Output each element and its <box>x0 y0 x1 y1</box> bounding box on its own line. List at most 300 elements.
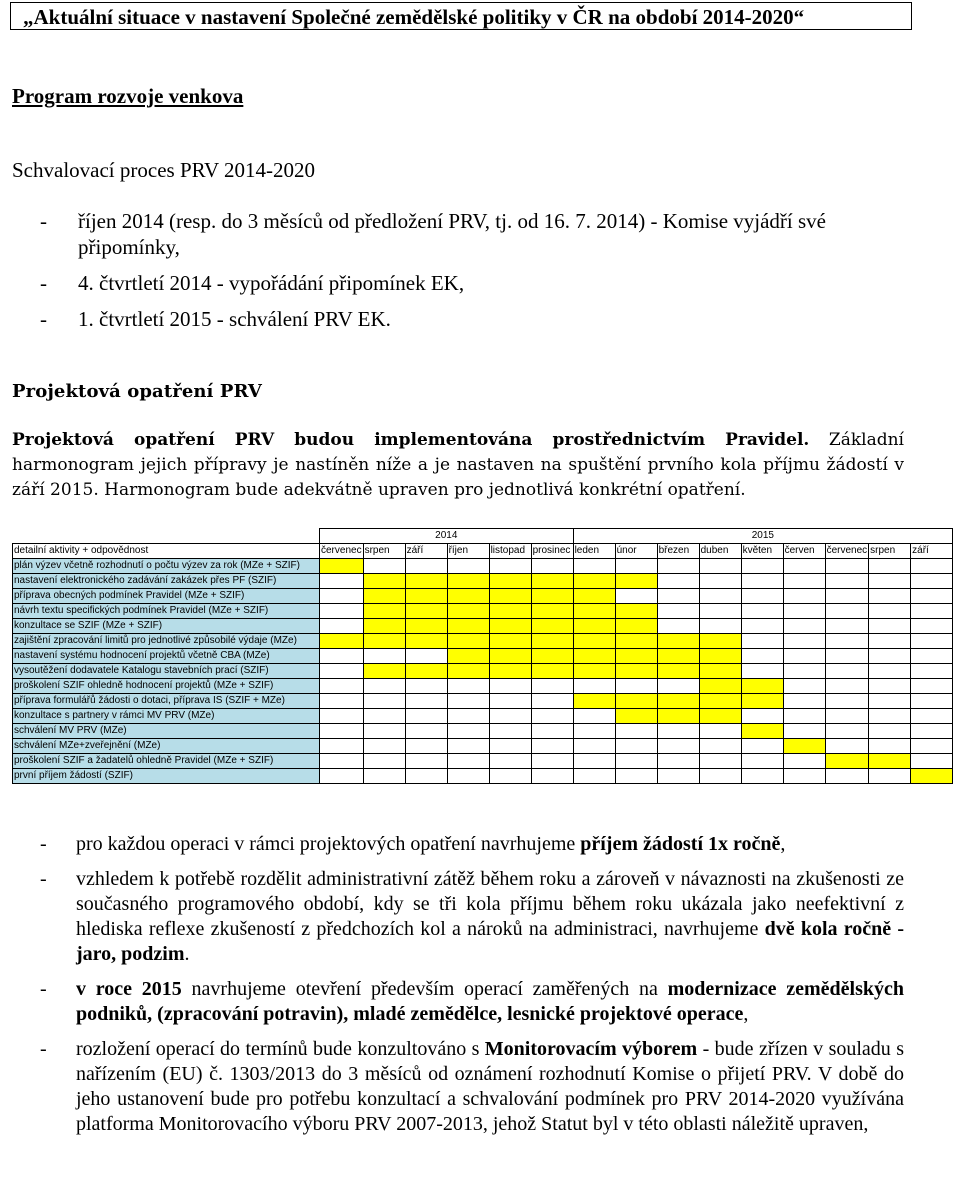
month-header: listopad <box>489 544 531 559</box>
gantt-cell-active <box>447 574 489 589</box>
gantt-cell-empty <box>911 709 953 724</box>
gantt-cell-active <box>699 664 741 679</box>
gantt-cell-active <box>363 664 405 679</box>
gantt-cell-empty <box>615 724 657 739</box>
gantt-cell-empty <box>869 739 911 754</box>
gantt-cell-active <box>531 589 573 604</box>
gantt-cell-active <box>405 574 447 589</box>
gantt-cell-empty <box>573 559 615 574</box>
dash-marker: - <box>40 209 47 233</box>
gantt-cell-active <box>405 589 447 604</box>
gantt-cell-empty <box>783 679 825 694</box>
gantt-cell-empty <box>531 739 573 754</box>
proposal-emphasis: v roce 2015 <box>76 978 182 1000</box>
gantt-cell-empty <box>911 739 953 754</box>
section-heading: Projektová opatření PRV <box>12 381 262 402</box>
gantt-cell-active <box>741 724 783 739</box>
gantt-cell-empty <box>825 769 869 784</box>
gantt-cell-empty <box>911 754 953 769</box>
gantt-cell-empty <box>405 694 447 709</box>
gantt-activity-row <box>13 709 953 724</box>
gantt-cell-empty <box>489 754 531 769</box>
gantt-cell-empty <box>699 724 741 739</box>
dash-marker: - <box>40 271 47 295</box>
month-header: červen <box>783 544 825 559</box>
gantt-cell-empty <box>699 604 741 619</box>
gantt-cell-active <box>447 664 489 679</box>
month-header: duben <box>699 544 741 559</box>
gantt-cell-empty <box>869 649 911 664</box>
gantt-cell-active <box>489 649 531 664</box>
gantt-cell-empty <box>911 574 953 589</box>
gantt-cell-active <box>447 604 489 619</box>
gantt-cell-empty <box>447 739 489 754</box>
gantt-cell-empty <box>741 574 783 589</box>
gantt-cell-empty <box>320 664 364 679</box>
gantt-cell-empty <box>911 634 953 649</box>
gantt-cell-empty <box>911 589 953 604</box>
gantt-cell-empty <box>825 634 869 649</box>
year-2015-header: 2015 <box>573 529 953 544</box>
gantt-cell-empty <box>911 604 953 619</box>
activity-column-header: detailní aktivity + odpovědnost <box>13 544 320 559</box>
gantt-cell-active <box>405 634 447 649</box>
proposal-text: - bude zřízen v souladu s nařízením (EU) č. 1303/2013 do 3 měsíců od oznámení rozhodnutí Komise o přijetí PRV. V době do jeho ustanovení bude pro potřebu konzultací a schvalování podmínek pro PRV 2014-2020 využívána platforma Monitorovacího výboru PRV 2007-2013, jehož Statut byl v této oblasti náležitě upraven, <box>76 1038 904 1135</box>
gantt-cell-active <box>615 694 657 709</box>
gantt-cell-empty <box>657 769 699 784</box>
gantt-cell-active <box>320 559 364 574</box>
gantt-cell-empty <box>363 559 405 574</box>
gantt-cell-empty <box>911 694 953 709</box>
month-header: březen <box>657 544 699 559</box>
gantt-cell-empty <box>699 769 741 784</box>
gantt-cell-empty <box>783 724 825 739</box>
gantt-cell-empty <box>869 664 911 679</box>
gantt-cell-empty <box>741 604 783 619</box>
gantt-cell-empty <box>783 559 825 574</box>
gantt-activity-row <box>13 724 953 739</box>
gantt-cell-empty <box>363 769 405 784</box>
process-item-text: 1. čtvrtletí 2015 - schválení PRV EK. <box>78 307 391 331</box>
gantt-cell-empty <box>447 679 489 694</box>
gantt-cell-active <box>405 664 447 679</box>
gantt-cell-active <box>531 649 573 664</box>
proposal-emphasis: Monitorovacím výborem <box>484 1038 698 1060</box>
gantt-cell-empty <box>320 604 364 619</box>
gantt-cell-empty <box>320 679 364 694</box>
gantt-cell-active <box>447 649 489 664</box>
gantt-activity-row <box>13 754 953 769</box>
gantt-cell-empty <box>320 754 364 769</box>
gantt-cell-empty <box>825 709 869 724</box>
gantt-cell-active <box>615 574 657 589</box>
gantt-cell-active <box>489 589 531 604</box>
gantt-cell-empty <box>320 709 364 724</box>
gantt-cell-active <box>615 664 657 679</box>
gantt-cell-empty <box>825 679 869 694</box>
gantt-cell-active <box>657 649 699 664</box>
gantt-cell-empty <box>783 574 825 589</box>
gantt-corner <box>13 529 320 544</box>
proposal-item <box>12 977 904 1027</box>
activity-label: schválení MZe+zveřejnění (MZe) <box>13 739 320 754</box>
gantt-cell-empty <box>573 754 615 769</box>
gantt-cell-empty <box>741 754 783 769</box>
gantt-cell-empty <box>615 739 657 754</box>
gantt-cell-empty <box>825 694 869 709</box>
gantt-cell-empty <box>531 679 573 694</box>
gantt-cell-active <box>573 649 615 664</box>
gantt-cell-empty <box>405 559 447 574</box>
gantt-cell-empty <box>911 679 953 694</box>
gantt-cell-empty <box>869 574 911 589</box>
gantt-cell-empty <box>405 739 447 754</box>
activity-label: příprava obecných podmínek Pravidel (MZe + SZIF) <box>13 589 320 604</box>
gantt-cell-active <box>405 604 447 619</box>
gantt-cell-empty <box>447 559 489 574</box>
gantt-activity-row <box>13 619 953 634</box>
process-item <box>12 270 912 296</box>
activity-label: proškolení SZIF ohledně hodnocení projektů (MZe + SZIF) <box>13 679 320 694</box>
gantt-activity-row <box>13 694 953 709</box>
gantt-cell-active <box>489 604 531 619</box>
gantt-cell-empty <box>783 709 825 724</box>
gantt-cell-empty <box>320 769 364 784</box>
gantt-cell-empty <box>363 649 405 664</box>
gantt-cell-empty <box>657 619 699 634</box>
gantt-cell-active <box>615 604 657 619</box>
gantt-cell-empty <box>869 709 911 724</box>
gantt-cell-empty <box>489 739 531 754</box>
dash-marker: - <box>40 978 47 1000</box>
gantt-cell-empty <box>825 574 869 589</box>
gantt-cell-empty <box>405 724 447 739</box>
gantt-cell-active <box>531 604 573 619</box>
month-header: srpen <box>869 544 911 559</box>
gantt-cell-empty <box>783 604 825 619</box>
program-heading: Program rozvoje venkova <box>12 84 244 108</box>
gantt-cell-empty <box>363 694 405 709</box>
gantt-cell-active <box>615 634 657 649</box>
gantt-cell-active <box>405 619 447 634</box>
gantt-cell-empty <box>615 769 657 784</box>
gantt-cell-active <box>489 574 531 589</box>
gantt-cell-empty <box>911 619 953 634</box>
gantt-cell-empty <box>741 769 783 784</box>
gantt-cell-empty <box>741 589 783 604</box>
gantt-cell-active <box>573 619 615 634</box>
gantt-cell-active <box>615 619 657 634</box>
proposal-list <box>12 832 904 1147</box>
proposal-emphasis: dvě kola ročně - jaro, podzim <box>76 918 904 965</box>
month-header: říjen <box>447 544 489 559</box>
gantt-cell-empty <box>573 769 615 784</box>
gantt-cell-empty <box>825 604 869 619</box>
gantt-cell-empty <box>825 649 869 664</box>
gantt-cell-empty <box>320 739 364 754</box>
gantt-cell-active <box>489 664 531 679</box>
gantt-cell-empty <box>573 709 615 724</box>
gantt-cell-empty <box>405 754 447 769</box>
gantt-cell-active <box>573 589 615 604</box>
dash-marker: - <box>40 1038 47 1060</box>
gantt-cell-empty <box>363 754 405 769</box>
gantt-cell-active <box>447 619 489 634</box>
gantt-cell-empty <box>447 709 489 724</box>
activity-label: plán výzev včetně rozhodnutí o počtu výzev za rok (MZe + SZIF) <box>13 559 320 574</box>
gantt-cell-empty <box>741 709 783 724</box>
gantt-cell-empty <box>825 619 869 634</box>
gantt-cell-empty <box>573 739 615 754</box>
gantt-cell-active <box>741 679 783 694</box>
gantt-cell-empty <box>615 754 657 769</box>
gantt-cell-empty <box>573 679 615 694</box>
gantt-cell-empty <box>741 634 783 649</box>
process-item-text: 4. čtvrtletí 2014 - vypořádání připomínek EK, <box>78 271 465 295</box>
gantt-activity-row <box>13 604 953 619</box>
gantt-cell-empty <box>657 739 699 754</box>
proposal-text: , <box>780 833 786 855</box>
gantt-cell-active <box>320 634 364 649</box>
gantt-cell-empty <box>825 724 869 739</box>
gantt-cell-empty <box>783 649 825 664</box>
gantt-cell-empty <box>531 769 573 784</box>
gantt-cell-empty <box>699 589 741 604</box>
gantt-cell-empty <box>363 709 405 724</box>
gantt-cell-active <box>363 634 405 649</box>
gantt-cell-empty <box>783 619 825 634</box>
gantt-cell-empty <box>741 559 783 574</box>
gantt-cell-active <box>447 634 489 649</box>
gantt-cell-empty <box>320 619 364 634</box>
dash-marker: - <box>40 307 47 331</box>
gantt-cell-empty <box>741 649 783 664</box>
document-title: „Aktuální situace v nastavení Společné zemědělské politiky v ČR na období 2014-2020“ <box>10 2 912 30</box>
gantt-cell-active <box>615 709 657 724</box>
gantt-cell-active <box>699 694 741 709</box>
gantt-cell-empty <box>699 619 741 634</box>
gantt-cell-active <box>531 664 573 679</box>
gantt-cell-empty <box>320 649 364 664</box>
activity-label: první příjem žádostí (SZIF) <box>13 769 320 784</box>
intro-paragraph-bold: Projektová opatření PRV budou implementována prostřednictvím Pravidel. <box>12 430 810 450</box>
gantt-activity-row <box>13 769 953 784</box>
gantt-cell-active <box>573 694 615 709</box>
gantt-cell-empty <box>447 694 489 709</box>
gantt-cell-empty <box>825 664 869 679</box>
gantt-cell-empty <box>869 769 911 784</box>
gantt-cell-empty <box>783 754 825 769</box>
activity-label: schválení MV PRV (MZe) <box>13 724 320 739</box>
gantt-cell-empty <box>741 619 783 634</box>
gantt-cell-active <box>657 664 699 679</box>
gantt-year-row <box>13 529 953 544</box>
gantt-cell-active <box>573 634 615 649</box>
gantt-cell-empty <box>869 724 911 739</box>
month-header: červenec <box>320 544 364 559</box>
proposal-text: vzhledem k potřebě rozdělit administrativní zátěž během roku a zároveň v návaznosti na zkušenosti ze současného programového období, kdy se tři kola příjmu během roku ukázala jako neefektivní z hlediska reflexe zkušeností z předchozích kol a nároků na administraci, navrhujeme <box>76 868 904 940</box>
month-header: únor <box>615 544 657 559</box>
gantt-cell-empty <box>657 724 699 739</box>
gantt-cell-empty <box>869 619 911 634</box>
gantt-cell-empty <box>531 724 573 739</box>
activity-label: proškolení SZIF a žadatelů ohledně Pravidel (MZe + SZIF) <box>13 754 320 769</box>
proposal-text: pro každou operaci v rámci projektových opatření navrhujeme <box>76 833 581 855</box>
proposal-item <box>12 1037 904 1137</box>
gantt-activity-row <box>13 739 953 754</box>
gantt-cell-empty <box>783 664 825 679</box>
process-heading: Schvalovací proces PRV 2014-2020 <box>12 158 315 182</box>
gantt-cell-empty <box>615 559 657 574</box>
gantt-cell-empty <box>489 709 531 724</box>
gantt-cell-empty <box>657 559 699 574</box>
dash-marker: - <box>40 868 47 890</box>
gantt-cell-empty <box>911 664 953 679</box>
gantt-cell-empty <box>320 724 364 739</box>
gantt-cell-active <box>615 649 657 664</box>
gantt-cell-empty <box>869 589 911 604</box>
intro-paragraph <box>12 428 904 503</box>
proposal-emphasis: příjem žádostí 1x ročně <box>580 833 781 855</box>
gantt-cell-empty <box>615 679 657 694</box>
activity-label: příprava formulářů žádosti o dotaci, příprava IS (SZIF + MZe) <box>13 694 320 709</box>
gantt-cell-empty <box>699 559 741 574</box>
gantt-cell-active <box>489 634 531 649</box>
gantt-cell-empty <box>363 739 405 754</box>
gantt-cell-empty <box>783 694 825 709</box>
gantt-cell-empty <box>405 679 447 694</box>
gantt-activity-row <box>13 574 953 589</box>
month-header: srpen <box>363 544 405 559</box>
proposal-item <box>12 832 904 857</box>
gantt-cell-empty <box>447 769 489 784</box>
proposal-text: rozložení operací do termínů bude konzultováno s <box>76 1038 485 1060</box>
gantt-table <box>12 528 953 784</box>
gantt-cell-empty <box>869 679 911 694</box>
process-item <box>12 208 912 260</box>
activity-label: vysoutěžení dodavatele Katalogu stavebních prací (SZIF) <box>13 664 320 679</box>
gantt-cell-empty <box>447 724 489 739</box>
gantt-cell-empty <box>531 709 573 724</box>
gantt-cell-empty <box>531 559 573 574</box>
gantt-cell-empty <box>783 769 825 784</box>
gantt-activity-row <box>13 649 953 664</box>
gantt-cell-empty <box>869 634 911 649</box>
gantt-cell-empty <box>741 739 783 754</box>
gantt-cell-active <box>363 619 405 634</box>
gantt-cell-empty <box>699 754 741 769</box>
gantt-cell-empty <box>405 649 447 664</box>
gantt-cell-active <box>699 649 741 664</box>
proposal-emphasis: modernizace zemědělských podniků, (zpracování potravin), mladé zemědělce, lesnické projektové operace <box>76 978 904 1025</box>
process-list <box>12 208 912 342</box>
activity-label: nastavení systému hodnocení projektů včetně CBA (MZe) <box>13 649 320 664</box>
month-header: leden <box>573 544 615 559</box>
gantt-cell-active <box>573 604 615 619</box>
process-item <box>12 306 912 332</box>
gantt-cell-empty <box>825 739 869 754</box>
year-2014-header: 2014 <box>320 529 574 544</box>
gantt-cell-active <box>783 739 825 754</box>
gantt-cell-empty <box>320 694 364 709</box>
gantt-cell-empty <box>783 634 825 649</box>
gantt-cell-empty <box>615 589 657 604</box>
gantt-cell-empty <box>363 679 405 694</box>
gantt-cell-empty <box>531 694 573 709</box>
gantt-cell-empty <box>825 559 869 574</box>
gantt-cell-empty <box>405 769 447 784</box>
activity-label: konzultace se SZIF (MZe + SZIF) <box>13 619 320 634</box>
gantt-cell-empty <box>447 754 489 769</box>
gantt-cell-empty <box>911 724 953 739</box>
gantt-cell-empty <box>699 574 741 589</box>
intro-paragraph-text: Základní harmonogram jejich přípravy je nastíněn níže a je nastaven na spuštění prvního kola příjmu žádostí v září 2015. Harmonogram bude adekvátně upraven pro jednotlivá konkrétní opatření. <box>12 430 904 500</box>
gantt-cell-empty <box>489 679 531 694</box>
gantt-cell-active <box>573 664 615 679</box>
proposal-text: . <box>184 943 190 965</box>
gantt-cell-empty <box>573 724 615 739</box>
gantt-cell-active <box>447 589 489 604</box>
gantt-cell-active <box>911 769 953 784</box>
gantt-cell-empty <box>489 769 531 784</box>
gantt-cell-empty <box>869 604 911 619</box>
month-header: září <box>405 544 447 559</box>
gantt-month-row <box>13 544 953 559</box>
gantt-cell-active <box>531 619 573 634</box>
gantt-cell-active <box>489 619 531 634</box>
gantt-activity-row <box>13 679 953 694</box>
gantt-cell-active <box>657 634 699 649</box>
gantt-cell-active <box>363 589 405 604</box>
gantt-cell-active <box>657 709 699 724</box>
gantt-cell-empty <box>657 754 699 769</box>
gantt-cell-active <box>573 574 615 589</box>
gantt-cell-empty <box>489 694 531 709</box>
gantt-cell-active <box>699 634 741 649</box>
gantt-cell-empty <box>911 649 953 664</box>
month-header: září <box>911 544 953 559</box>
proposal-text: , <box>743 1003 749 1025</box>
gantt-cell-empty <box>741 664 783 679</box>
activity-label: zajištění zpracování limitů pro jednotlivé způsobilé výdaje (MZe) <box>13 634 320 649</box>
gantt-cell-active <box>531 634 573 649</box>
gantt-cell-active <box>869 754 911 769</box>
gantt-cell-active <box>699 709 741 724</box>
gantt-cell-empty <box>699 739 741 754</box>
gantt-cell-active <box>699 679 741 694</box>
gantt-cell-empty <box>657 604 699 619</box>
gantt-cell-empty <box>320 574 364 589</box>
gantt-cell-active <box>741 694 783 709</box>
gantt-cell-empty <box>657 574 699 589</box>
month-header: červenec <box>825 544 869 559</box>
gantt-cell-empty <box>869 559 911 574</box>
gantt-cell-active <box>363 604 405 619</box>
gantt-cell-empty <box>531 754 573 769</box>
gantt-activity-row <box>13 664 953 679</box>
month-header: květen <box>741 544 783 559</box>
gantt-activity-row <box>13 559 953 574</box>
gantt-cell-active <box>363 574 405 589</box>
process-item-text: říjen 2014 (resp. do 3 měsíců od předložení PRV, tj. od 16. 7. 2014) - Komise vyjádří své připomínky, <box>78 209 826 259</box>
gantt-cell-empty <box>320 589 364 604</box>
dash-marker: - <box>40 833 47 855</box>
gantt-cell-empty <box>911 559 953 574</box>
gantt-cell-empty <box>869 694 911 709</box>
proposal-item <box>12 867 904 967</box>
proposal-text: navrhujeme otevření především operací zaměřených na <box>181 978 668 1000</box>
month-header: prosinec <box>531 544 573 559</box>
